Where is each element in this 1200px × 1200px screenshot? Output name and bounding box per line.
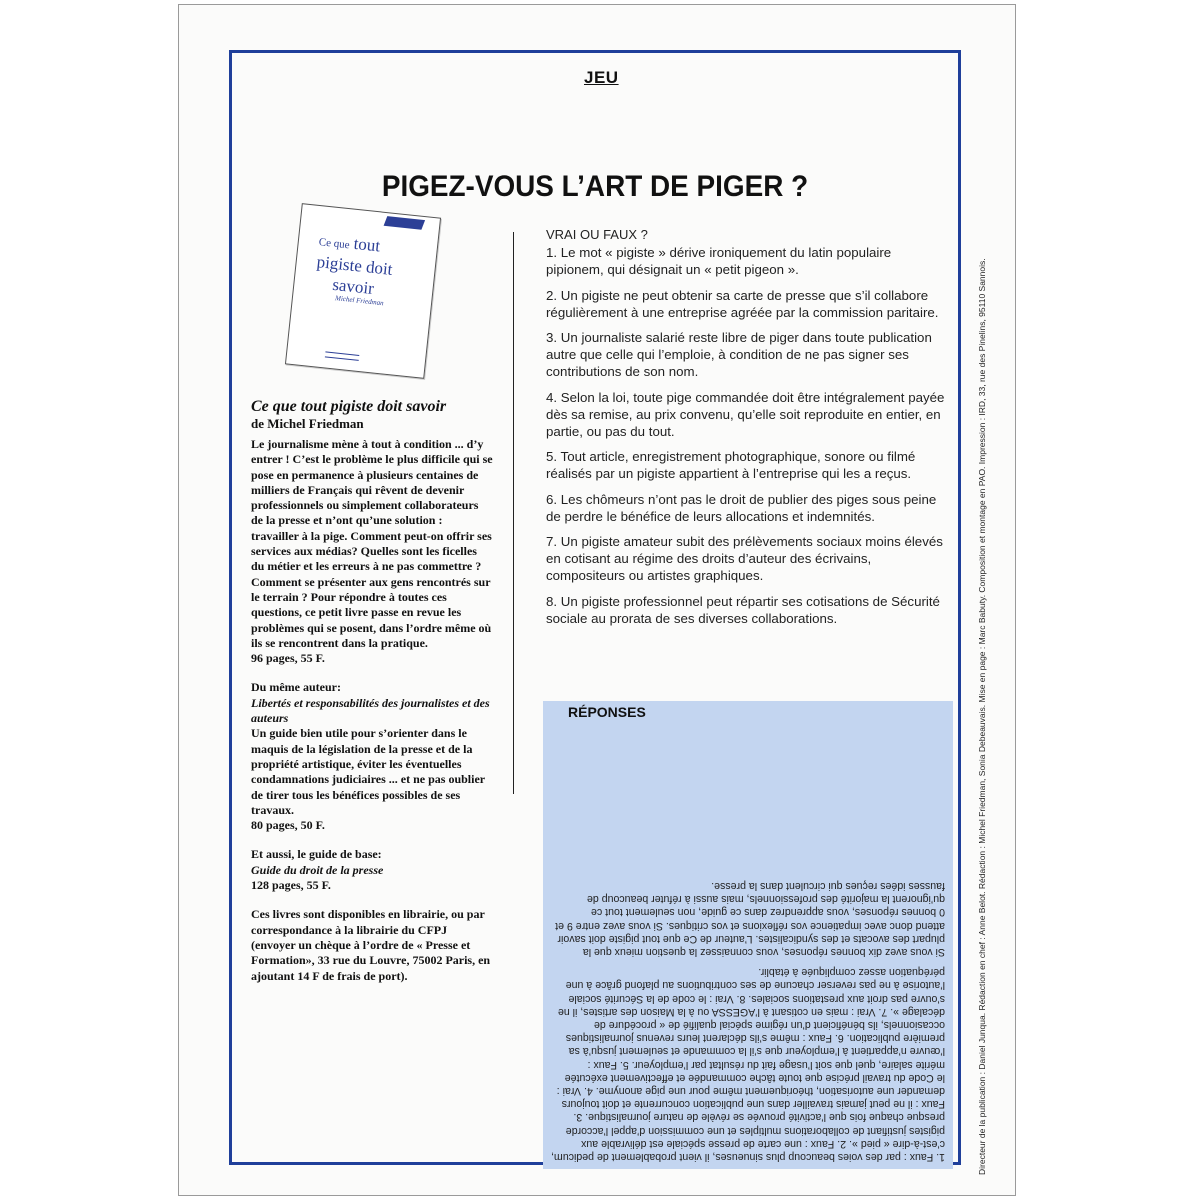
cover-title — [313, 230, 429, 308]
quiz-question-6: 6. Les chômeurs n’ont pas le droit de publier des piges sous peine de perdre le bénéfice de leurs allocations et indemnités. — [546, 491, 937, 524]
answers-box — [543, 701, 953, 1169]
quiz-question-8: 8. Un pigiste professionnel peut répartir ses cotisations de Sécurité sociale au prorata de ses diverses collaborations. — [546, 593, 940, 626]
book-cover-image — [285, 203, 441, 379]
column-divider — [513, 232, 514, 794]
book-price: 96 pages, 55 F. — [251, 651, 325, 666]
same-author-label: Du même auteur: — [251, 680, 341, 695]
availability-text: Ces livres sont disponibles en librairie, ou par correspondance à la librairie du CFPJ (envoyer un chèque à l’ordre de « Presse et Formation», 33 rue du Louvre, 75002 Paris, en ajoutant 14 F de frais de port). — [251, 907, 491, 983]
cover-line1: Ce que — [318, 236, 351, 252]
quiz-question-5: 5. Tout article, enregistrement photographique, sonore ou filmé réalisés par un pigiste appartient à l’entreprise qui les a reçus. — [546, 449, 916, 482]
third-book-title: Guide du droit de la presse — [251, 862, 384, 877]
answers-paragraph-2: Si vous avez dix bonnes réponses, vous connaissez la question mieux que la plupart des avocats et des syndicalistes. L’auteur de Ce que tout pigiste doit savoir attend donc avec impatience vos réflexions et vos critiques. Si vous avez entre 9 et 0 bonnes réponses, vous apprendrez dans ce guide, non seulement tout ce qu’ignorent la majorité des professionnels, mais aussi à réfuter beaucoup de fausses idées reçues qui circulent dans la presse. — [555, 879, 945, 958]
quiz-title: VRAI OU FAUX ? — [546, 227, 648, 242]
book-author: de Michel Friedman — [251, 416, 364, 431]
answers-paragraph-1: 1. Faux : par des voies beaucoup plus sinueuses, il vient probablement de pedicum, c’est-à-dire « pied ». 2. Faux : une carte de presse spéciale est délivrable aux pigistes justifiant de collaborations multiples et une commission d’appel l’accorde presque chaque fois que l’activité prouvée se révèle de nature journalistique. 3. Faux : il ne peut jamais travailler dans une publication concurrente et doit toujours demander une autorisation, théoriquement même pour une pige anonyme. 4. Vrai : le Code du travail précise que toute tâche commandée et effectivement exécutée mérite salaire, quel que soit l’usage fait du résultat par l’employeur. 5. Faux : l’œuvre n’appartient à l’employeur que s’il la commande et seulement jusqu’à sa première publication. 6. Faux : même s’ils déclarent leurs revenus journalistiques occasionnels, ils bénéficient d’un régime spécial qualifié de « procédure de décalage ». 7. Vrai : mais en cotisant à l’AGESSA ou à la Maison des artistes, il ne s’ouvre pas droit aux prestations sociales. 8. Vrai : le code de la Sécurité sociale l’autorise à ne pas reverser chacune de ses contributions au plafond grâce à une péréquation assez compliquée à établir. — [551, 966, 945, 1163]
cover-author: Michel Friedman — [334, 294, 385, 308]
headline: PIGEZ-VOUS L’ART DE PIGER ? — [381, 170, 809, 203]
third-book-price: 128 pages, 55 F. — [251, 878, 331, 893]
publication-credits: Directeur de la publication : Daniel Junqua. Rédaction en chef : Anne Belot. Rédaction : Michel Friedman, Sonia Debeauvais. Mise en page : Marc Babuty. Composition et montage en PAO. Impression : IRD, 33, rue des Pinelins, 95110 Sannois. — [977, 258, 987, 1175]
cover-stripe — [384, 216, 426, 230]
also-label: Et aussi, le guide de base: — [251, 847, 382, 862]
quiz-question-3: 3. Un journaliste salarié reste libre de piger dans toute publication autre que celle qui l’emploie, à condition de ne pas signer ses contributions de son nom. — [546, 330, 932, 380]
second-book-description: Un guide bien utile pour s’orienter dans le maquis de la législation de la presse et de la propriété artistique, éviter les éventuelles condamnations judiciaires ... et ne pas oublier de tirer tous les bénéfices possibles de ses travaux. — [251, 726, 485, 817]
book-description: Le journalisme mène à tout à condition ... d’y entrer ! C’est le problème le plus difficile qui se pose en permanence à plusieurs centaines de milliers de Français qui rêvent de devenir professionnels ou simplement collaborateurs de la presse et n’ont qu’une solution : travailler à la pige. Comment peut-on offrir ses services aux médias? Quelles sont les ficelles du métier et les erreurs à ne pas commettre ? Comment se présenter aux gens rencontrés sur le terrain ? Pour répondre à toutes ces questions, ce petit livre passe en revue les problèmes qui se posent, dans l’ordre même où ils se rencontrent dans la pratique. — [251, 437, 493, 650]
answers-upside-down-text — [551, 729, 945, 1163]
second-book-price: 80 pages, 50 F. — [251, 818, 325, 833]
quiz-question-4: 4. Selon la loi, toute pige commandée doit être intégralement payée dès sa remise, au prix convenu, qu’elle soit reproduite en entier, en partie, ou pas du tout. — [546, 389, 945, 440]
quiz-column — [546, 226, 946, 635]
cover-line3: savoir — [331, 274, 375, 299]
cover-word-tout: tout — [352, 233, 382, 256]
second-book-title: Libertés et responsabilités des journalistes et des auteurs — [251, 695, 490, 726]
book-promo-column — [251, 397, 493, 984]
book-title: Ce que tout pigiste doit savoir — [251, 398, 447, 415]
cover-line2: pigiste doit — [315, 252, 394, 279]
section-label: JEU — [584, 68, 619, 87]
quiz-question-2: 2. Un pigiste ne peut obtenir sa carte de presse que s’il collabore régulièrement à une entreprise agréée par la commission paritaire. — [546, 287, 939, 320]
quiz-question-1: 1. Le mot « pigiste » dérive ironiquement du latin populaire pipionem, qui désignait un « petit pigeon ». — [546, 245, 892, 278]
cover-lines — [325, 351, 359, 361]
quiz-question-7: 7. Un pigiste amateur subit des prélèvements sociaux moins élevés en cotisant au régime des droits d’auteur des écrivains, compositeurs ou artistes graphiques. — [546, 534, 943, 584]
answers-title: RÉPONSES — [568, 704, 646, 720]
